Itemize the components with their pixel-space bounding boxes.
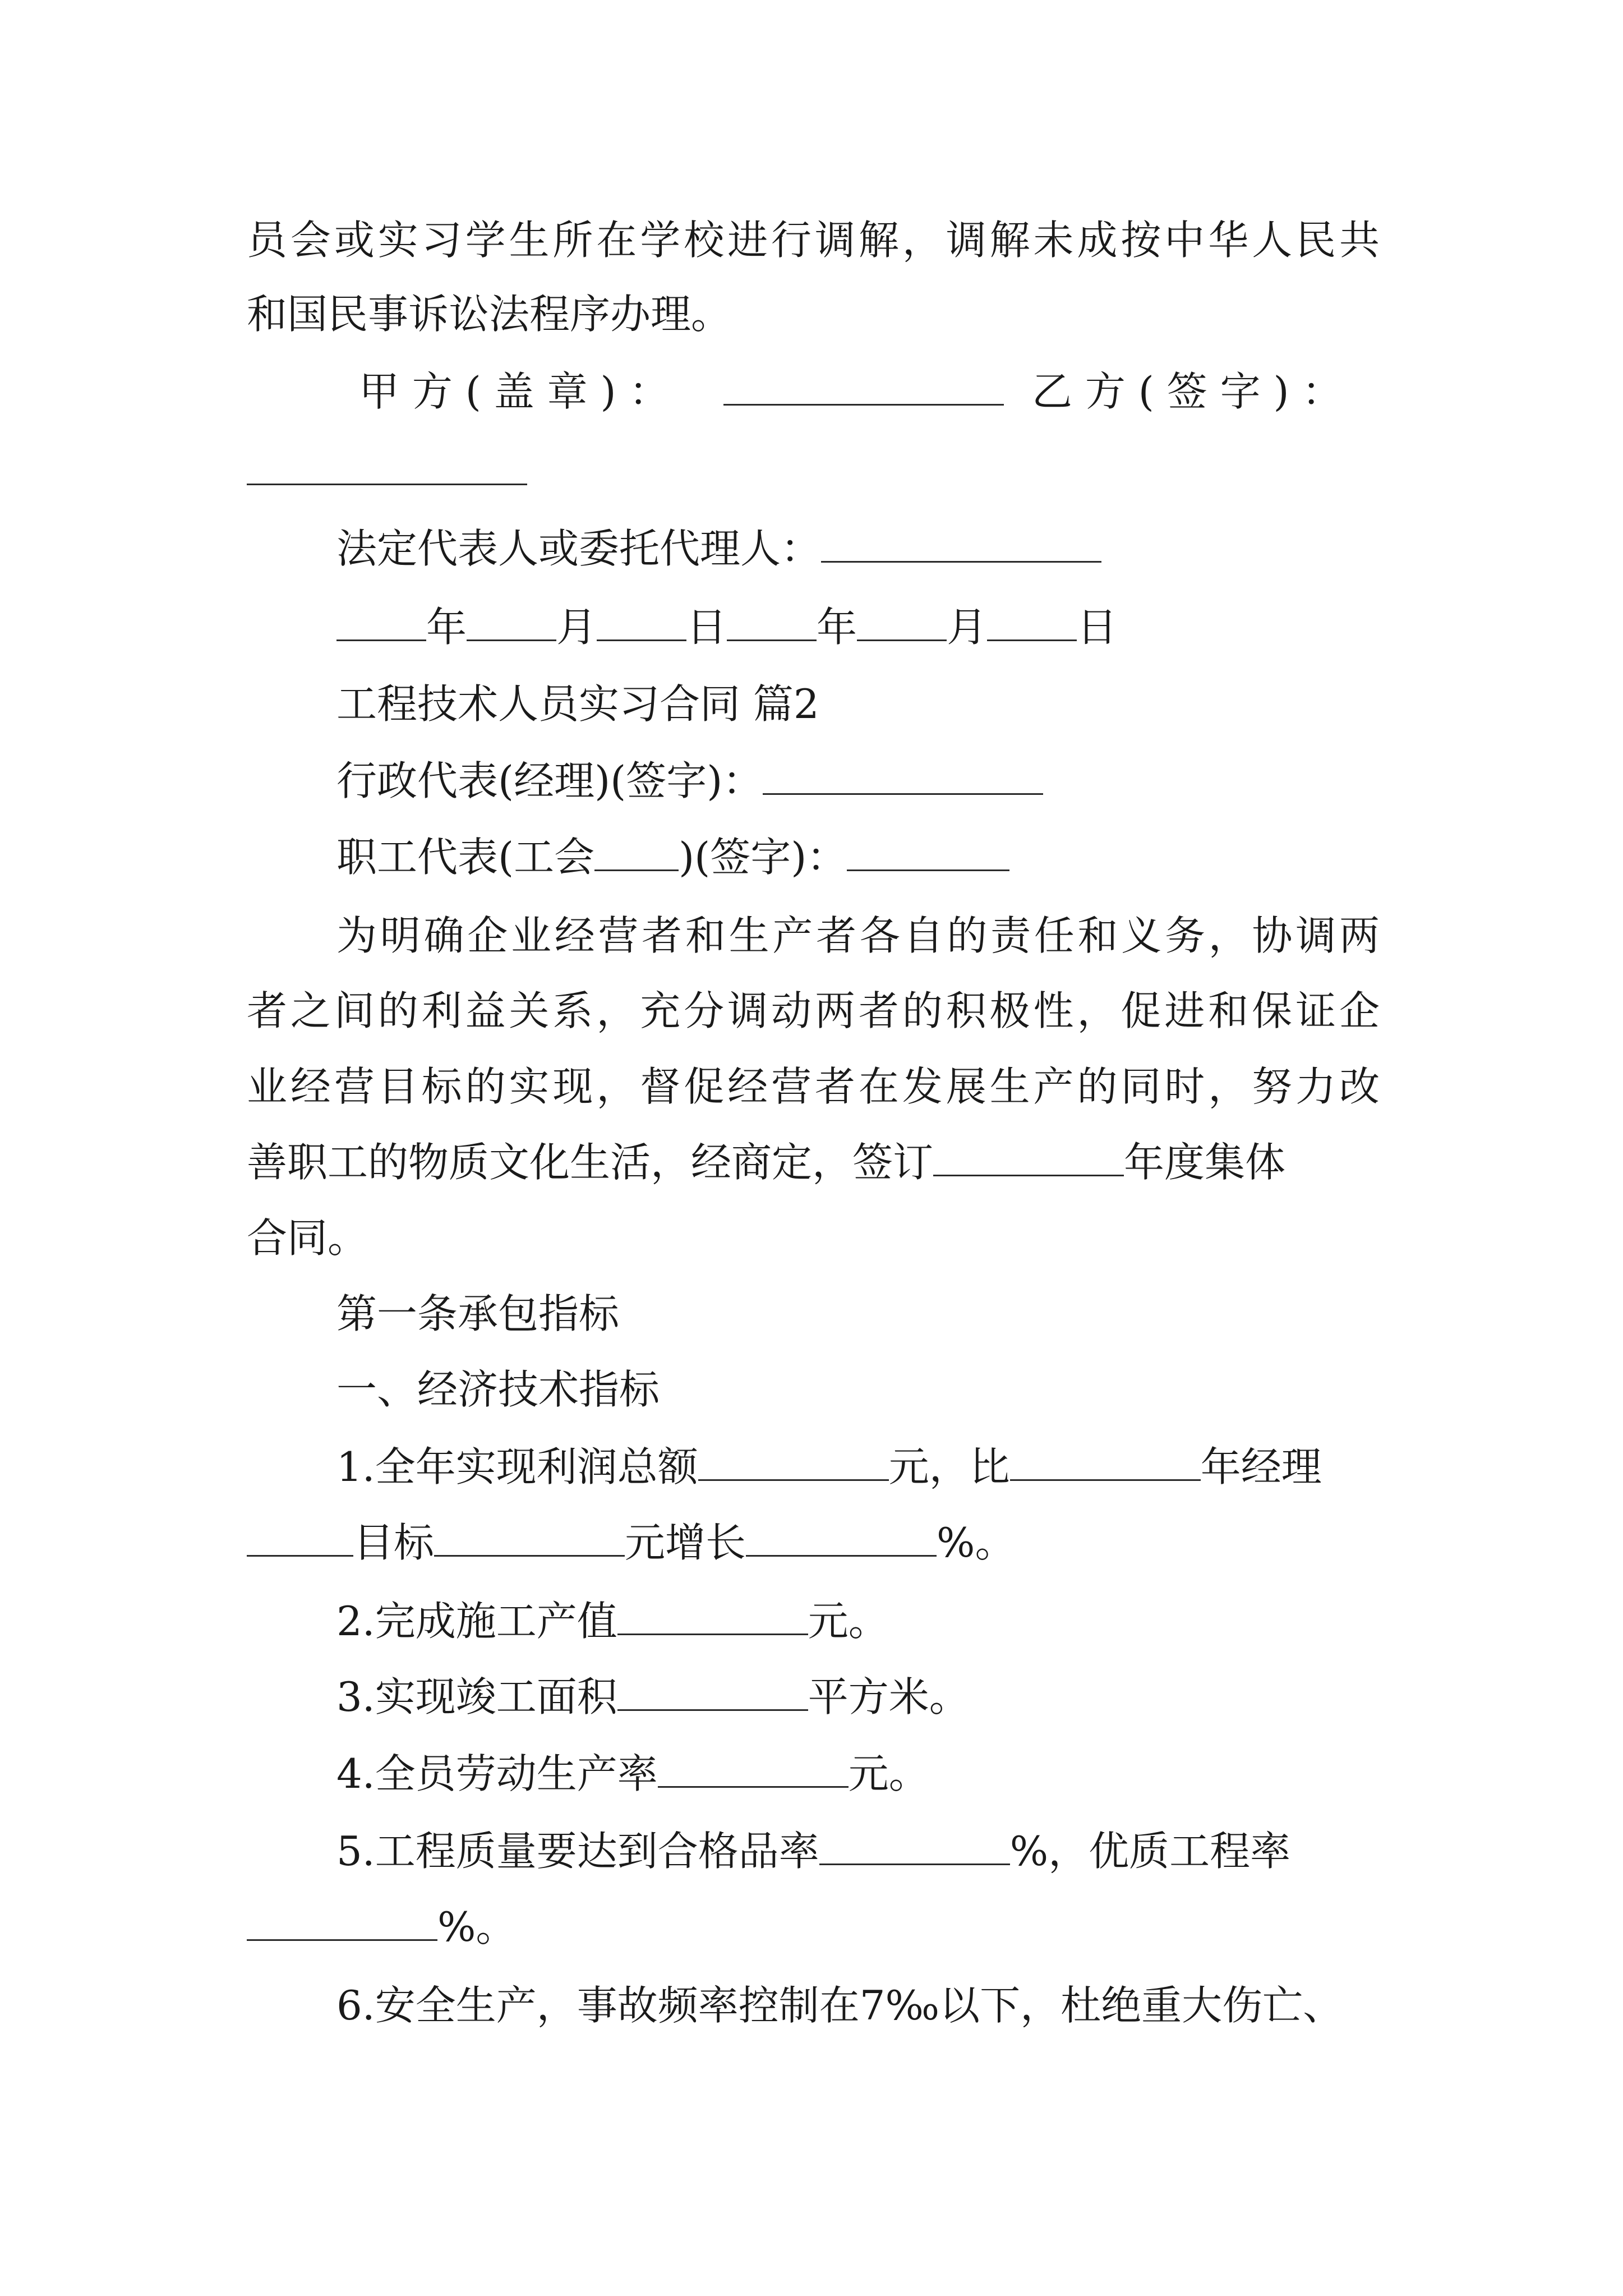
legal-representative-field [336, 521, 1101, 577]
paragraph-line: 者之间的利益关系，充分调动两者的积极性，促进和保证企 [247, 987, 1380, 1034]
party-a-signature-line [723, 364, 1004, 420]
paragraph-line: 合同。 [247, 1214, 368, 1262]
staff-representative-label-suffix: )(签字)： [679, 834, 847, 881]
paragraph-line [247, 1134, 1285, 1190]
paragraph-line: 员会或实习学生所在学校进行调解，调解未成按中华人民共 [247, 217, 1380, 264]
list-item-text: 元增长 [625, 1519, 746, 1566]
admin-representative-blank [763, 790, 1043, 795]
list-item-text: 4.全员劳动生产率 [336, 1750, 658, 1797]
date-fields [336, 599, 1117, 655]
legal-representative-blank [821, 558, 1101, 563]
list-item-text: 年经理 [1200, 1443, 1322, 1490]
party-b-signature-line [247, 443, 527, 499]
staff-representative-field [336, 829, 1009, 885]
date-year-label: 年 [817, 604, 857, 651]
paragraph-text: 善职工的物质文化生活，经商定，签订 [247, 1139, 934, 1186]
date-day-label: 日 [1077, 604, 1118, 651]
date-year-label: 年 [426, 604, 467, 651]
section-title: 工程技术人员实习合同 篇2 [336, 680, 819, 728]
list-item [336, 1669, 970, 1725]
date-day-label: 日 [686, 604, 727, 651]
list-item-text: %，优质工程率 [1009, 1828, 1291, 1875]
list-item-text: 2.完成施工产值 [336, 1598, 617, 1645]
list-item-text: 5.工程质量要达到合格品率 [336, 1828, 819, 1875]
list-item [336, 1439, 1322, 1495]
date-month-label: 月 [947, 604, 988, 651]
admin-representative-label: 行政代表(经理)(签字)： [336, 757, 763, 804]
paragraph-line: 业经营目标的实现，督促经营者在发展生产的同时，努力改 [247, 1063, 1380, 1110]
list-item-text: 元。 [808, 1598, 889, 1645]
list-item-text: 1.全年实现利润总额 [336, 1443, 698, 1490]
list-item-continued [247, 1515, 1015, 1571]
paragraph-text: 年度集体 [1124, 1139, 1286, 1186]
sub-heading: 一、经济技术指标 [336, 1366, 660, 1413]
party-b-signature-label: 乙 方 ( 签 字 ) ： [1032, 368, 1343, 415]
admin-representative-field [336, 753, 1043, 809]
list-item-text: 元。 [848, 1750, 929, 1797]
list-item-text: 元，比 [888, 1443, 1010, 1490]
year-blank [933, 1171, 1124, 1176]
list-item [336, 1823, 1290, 1879]
list-item-continued [247, 1899, 516, 1955]
list-item-text: 目标 [353, 1519, 435, 1566]
list-item [336, 1746, 929, 1802]
party-a-signature-label: 甲 方 ( 盖 章 ) ： [359, 368, 670, 415]
staff-representative-label: 职工代表(工会 [336, 834, 595, 881]
list-item-text: 3.实现竣工面积 [336, 1673, 617, 1720]
list-item-text: %。 [937, 1519, 1016, 1566]
legal-representative-label: 法定代表人或委托代理人： [336, 525, 822, 572]
list-item [336, 1593, 889, 1649]
list-item-text: %。 [437, 1903, 517, 1950]
list-item: 6.安全生产，事故频率控制在7‰以下，杜绝重大伤亡、 [336, 1982, 1344, 2029]
date-month-label: 月 [556, 604, 597, 651]
article-heading: 第一条承包指标 [336, 1290, 620, 1337]
paragraph-line: 为明确企业经营者和生产者各自的责任和义务，协调两 [336, 912, 1380, 959]
list-item-text: 平方米。 [808, 1673, 970, 1720]
paragraph-line: 和国民事诉讼法程序办理。 [247, 291, 732, 338]
